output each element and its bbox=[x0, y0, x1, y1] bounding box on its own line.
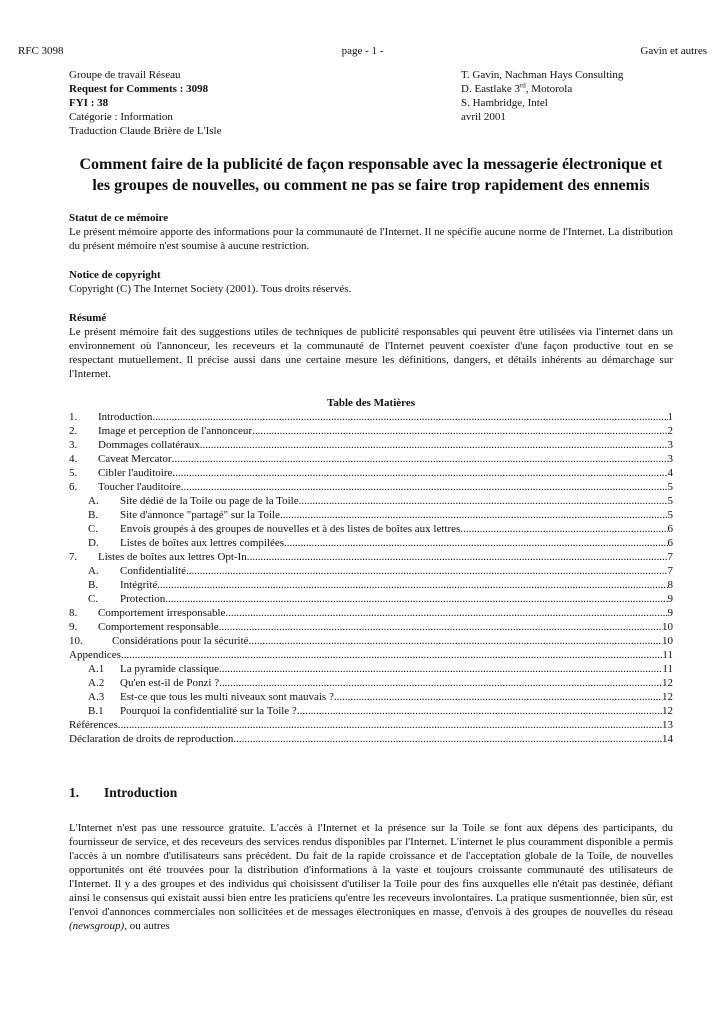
introduction-text: L'Internet n'est pas une ressource gratuite. L'accès à l'Internet et la présence sur la Toile se font aux dépens des participants, du fournisseur de service, et des receveurs des services rendus disponibles par l'Internet. L'internet le plus couramment disponible a permis l'accès à un nombre d'utilisateurs sans précédent. Du fait de la rapide croissance et de l'acceptation globale de la Toile, de nouvelles opportunités ont été trouvées pour la distribution d'informations à la vaste et toujours croissante communauté des utilisateurs de l'Internet. Il y a des groupes et des individus qui choisissent d'utiliser la Toile pour des fins auxquelles elle n'était pas destinée, défiant ainsi le consensus qui existait aussi bien entre les praticiens qu'entre les receveurs involontaires. La pratique susmentionnée, bien sûr, est l'envoi d'annonces commerciales non sollicitées et de messages électroniques en masse, d'envois à des groupes de nouvelles du réseau (newsgroup), ou autres bbox=[69, 822, 673, 932]
introduction-title: Introduction bbox=[104, 785, 178, 800]
toc-entry-number: C. bbox=[88, 523, 99, 535]
abstract-heading: Résumé bbox=[69, 312, 107, 324]
toc-entry-page: 5 bbox=[667, 481, 673, 493]
toc-entry-page: 11 bbox=[662, 649, 673, 661]
toc-entry-label: Confidentialité bbox=[120, 565, 186, 577]
toc-entry-label: Site dédié de la Toile ou page de la Toile bbox=[120, 495, 299, 507]
toc-entry-page: 4 bbox=[667, 467, 673, 479]
toc-entry-number: 9. bbox=[69, 621, 78, 633]
author-hambridge: S. Hambridge, Intel bbox=[461, 97, 548, 109]
toc-entry-label: Image et perception de l'annonceur bbox=[98, 425, 253, 437]
header-page-number: page - 1 - bbox=[341, 45, 384, 57]
toc-entry[interactable] bbox=[69, 676, 673, 690]
toc-entry-label: Est-ce que tous les multi niveaux sont mauvais ? bbox=[120, 691, 334, 703]
toc-entry-number: A.3 bbox=[88, 691, 105, 703]
toc-dot-leader bbox=[219, 620, 662, 634]
copyright-text: Copyright (C) The Internet Society (2001). Tous droits réservés. bbox=[69, 283, 352, 295]
toc-entry-label: Envois groupés à des groupes de nouvelles et à des listes de boîtes aux lettres bbox=[120, 523, 461, 535]
toc-entry-number: A.2 bbox=[88, 677, 105, 689]
toc-entry-number: B. bbox=[88, 579, 99, 591]
metadata-right-column bbox=[461, 68, 673, 138]
toc-entry-number: 7. bbox=[69, 551, 78, 563]
toc-entry-page: 5 bbox=[667, 495, 673, 507]
toc-entry-label: Comportement irresponsable bbox=[98, 607, 226, 619]
toc-entry-page: 11 bbox=[662, 663, 673, 675]
toc-dot-leader bbox=[181, 480, 668, 494]
document-body bbox=[69, 68, 673, 933]
toc-dot-leader bbox=[297, 704, 662, 718]
running-header bbox=[18, 44, 707, 58]
toc-entry-number: A.1 bbox=[88, 663, 105, 675]
translator: Traduction Claude Brière de L'Isle bbox=[69, 125, 222, 137]
toc-entry[interactable] bbox=[69, 718, 673, 732]
fyi-number: FYI : 38 bbox=[69, 97, 109, 109]
toc-entry-number: 6. bbox=[69, 481, 78, 493]
toc-dot-leader bbox=[165, 592, 667, 606]
toc-entry[interactable] bbox=[69, 438, 673, 452]
toc-entry-label: Comportement responsable bbox=[98, 621, 219, 633]
toc-entry[interactable] bbox=[69, 592, 673, 606]
introduction-heading bbox=[69, 786, 673, 804]
toc-entry-label: Cibler l'auditoire bbox=[98, 467, 173, 479]
toc-dot-leader bbox=[200, 438, 668, 452]
toc-entry[interactable] bbox=[69, 606, 673, 620]
toc-entry-page: 3 bbox=[667, 439, 673, 451]
toc-dot-leader bbox=[121, 648, 662, 662]
toc-entry-page: 9 bbox=[667, 593, 673, 605]
author-gavin: T. Gavin, Nachman Hays Consulting bbox=[461, 69, 624, 81]
toc-entry-label: La pyramide classique bbox=[120, 663, 219, 675]
toc-dot-leader bbox=[186, 564, 668, 578]
toc-entry[interactable] bbox=[69, 480, 673, 494]
toc-entry-number: B. bbox=[88, 509, 99, 521]
toc-entry-label: Dommages collatéraux bbox=[98, 439, 200, 451]
toc-entry-page: 12 bbox=[662, 691, 673, 703]
toc-entry-number: A. bbox=[88, 565, 99, 577]
table-of-contents bbox=[69, 410, 673, 746]
abstract-text: Le présent mémoire fait des suggestions utiles de techniques de publicité responsables qui peuvent être utilisées via l'internet dans un environnement où l'annonceur, les receveurs et la communauté de l'Internet peuvent coexister d'une façon productive tout en se respectant mutuellement. Il précise aussi dans une certaine mesure les définitions, dangers, et détails inhérents au démarchage sur l'Internet. bbox=[69, 326, 673, 380]
toc-dot-leader bbox=[334, 690, 662, 704]
toc-entry-page: 7 bbox=[667, 551, 673, 563]
toc-dot-leader bbox=[219, 662, 662, 676]
toc-entry-page: 12 bbox=[662, 677, 673, 689]
metadata-left-column bbox=[69, 68, 459, 138]
toc-dot-leader bbox=[233, 732, 662, 746]
toc-entry-number: 2. bbox=[69, 425, 78, 437]
toc-entry[interactable] bbox=[69, 424, 673, 438]
toc-entry[interactable] bbox=[69, 410, 673, 424]
toc-entry[interactable] bbox=[69, 634, 673, 648]
toc-entry-page: 12 bbox=[662, 705, 673, 717]
toc-dot-leader bbox=[225, 606, 667, 620]
toc-dot-leader bbox=[284, 536, 667, 550]
toc-dot-leader bbox=[157, 578, 667, 592]
toc-entry-label: Appendices bbox=[69, 649, 121, 661]
toc-entry-page: 6 bbox=[667, 523, 673, 535]
toc-entry-number: 4. bbox=[69, 453, 78, 465]
toc-dot-leader bbox=[247, 550, 668, 564]
introduction-number: 1. bbox=[69, 785, 80, 800]
toc-entry-page: 2 bbox=[667, 425, 673, 437]
toc-entry-page: 1 bbox=[667, 411, 673, 423]
toc-entry[interactable] bbox=[69, 536, 673, 550]
toc-entry-page: 3 bbox=[667, 453, 673, 465]
toc-entry-number: 1. bbox=[69, 411, 78, 423]
toc-entry[interactable] bbox=[69, 578, 673, 592]
header-authors: Gavin et autres bbox=[640, 45, 707, 57]
toc-entry-number: D. bbox=[88, 537, 99, 549]
document-title: Comment faire de la publicité de façon responsable avec la messagerie électronique et les groupes de nouvelles, ou comment ne pas se faire trop rapidement des ennemis bbox=[79, 156, 663, 194]
toc-entry-label: Déclaration de droits de reproduction bbox=[69, 733, 234, 745]
toc-entry-label: Listes de boîtes aux lettres compilées bbox=[120, 537, 285, 549]
toc-entry-page: 6 bbox=[667, 537, 673, 549]
toc-entry[interactable] bbox=[69, 732, 673, 746]
publication-date: avril 2001 bbox=[461, 111, 506, 123]
toc-entry-label: Pourquoi la confidentialité sur la Toile ? bbox=[120, 705, 297, 717]
toc-entry-page: 9 bbox=[667, 607, 673, 619]
header-rfc-number: RFC 3098 bbox=[18, 45, 64, 57]
toc-dot-leader bbox=[460, 522, 667, 536]
toc-entry-label: Intégrité bbox=[120, 579, 158, 591]
toc-dot-leader bbox=[280, 508, 668, 522]
toc-entry[interactable] bbox=[69, 466, 673, 480]
document-metadata bbox=[69, 68, 673, 138]
toc-entry-label: Caveat Mercator bbox=[98, 453, 172, 465]
toc-entry-page: 14 bbox=[662, 733, 673, 745]
toc-entry[interactable] bbox=[69, 690, 673, 704]
toc-entry-number: 10. bbox=[69, 635, 83, 647]
toc-dot-leader bbox=[299, 494, 668, 508]
toc-entry-label: Qu'en est-il de Ponzi ? bbox=[120, 677, 220, 689]
toc-entry-page: 10 bbox=[662, 635, 673, 647]
toc-entry[interactable] bbox=[69, 452, 673, 466]
toc-entry-number: C. bbox=[88, 593, 99, 605]
toc-entry-number: 5. bbox=[69, 467, 78, 479]
toc-entry[interactable] bbox=[69, 550, 673, 564]
toc-entry-label: Considérations pour la sécurité bbox=[112, 635, 249, 647]
toc-dot-leader bbox=[172, 452, 668, 466]
toc-entry-page: 13 bbox=[662, 719, 673, 731]
toc-entry[interactable] bbox=[69, 704, 673, 718]
status-text: Le présent mémoire apporte des informations pour la communauté de l'Internet. Il ne spécifie aucune norme de l'Internet. La distribution du présent mémoire n'est soumise à aucune restriction. bbox=[69, 226, 673, 252]
toc-entry-label: Introduction bbox=[98, 411, 153, 423]
toc-entry-page: 7 bbox=[667, 565, 673, 577]
toc-entry-number: 8. bbox=[69, 607, 78, 619]
toc-dot-leader bbox=[118, 718, 662, 732]
toc-dot-leader bbox=[152, 410, 667, 424]
toc-entry-label: Toucher l'auditoire bbox=[98, 481, 181, 493]
toc-entry-label: Protection bbox=[120, 593, 166, 605]
working-group: Groupe de travail Réseau bbox=[69, 69, 181, 81]
toc-entry-number: 3. bbox=[69, 439, 78, 451]
toc-entry-page: 8 bbox=[667, 579, 673, 591]
toc-dot-leader bbox=[252, 424, 667, 438]
toc-entry[interactable] bbox=[69, 648, 673, 662]
toc-entry-number: A. bbox=[88, 495, 99, 507]
toc-entry[interactable] bbox=[69, 494, 673, 508]
toc-entry-label: Références bbox=[69, 719, 118, 731]
toc-entry-label: Listes de boîtes aux lettres Opt-In bbox=[98, 551, 247, 563]
toc-entry[interactable] bbox=[69, 620, 673, 634]
toc-dot-leader bbox=[249, 634, 662, 648]
toc-entry-page: 10 bbox=[662, 621, 673, 633]
toc-entry-label: Site d'annonce "partagé" sur la Toile bbox=[120, 509, 280, 521]
rfc-number: Request for Comments : 3098 bbox=[69, 83, 209, 95]
author-eastlake: D. Eastlake 3rd, Motorola bbox=[461, 81, 573, 95]
copyright-heading: Notice de copyright bbox=[69, 269, 161, 281]
status-heading: Statut de ce mémoire bbox=[69, 212, 169, 224]
toc-entry[interactable] bbox=[69, 522, 673, 536]
toc-entry-page: 5 bbox=[667, 509, 673, 521]
category: Catégorie : Information bbox=[69, 111, 173, 123]
toc-title: Table des Matières bbox=[327, 397, 415, 409]
toc-dot-leader bbox=[219, 676, 662, 690]
toc-dot-leader bbox=[172, 466, 667, 480]
toc-entry[interactable] bbox=[69, 508, 673, 522]
toc-entry-number: B.1 bbox=[88, 705, 104, 717]
toc-entry[interactable] bbox=[69, 662, 673, 676]
toc-entry[interactable] bbox=[69, 564, 673, 578]
